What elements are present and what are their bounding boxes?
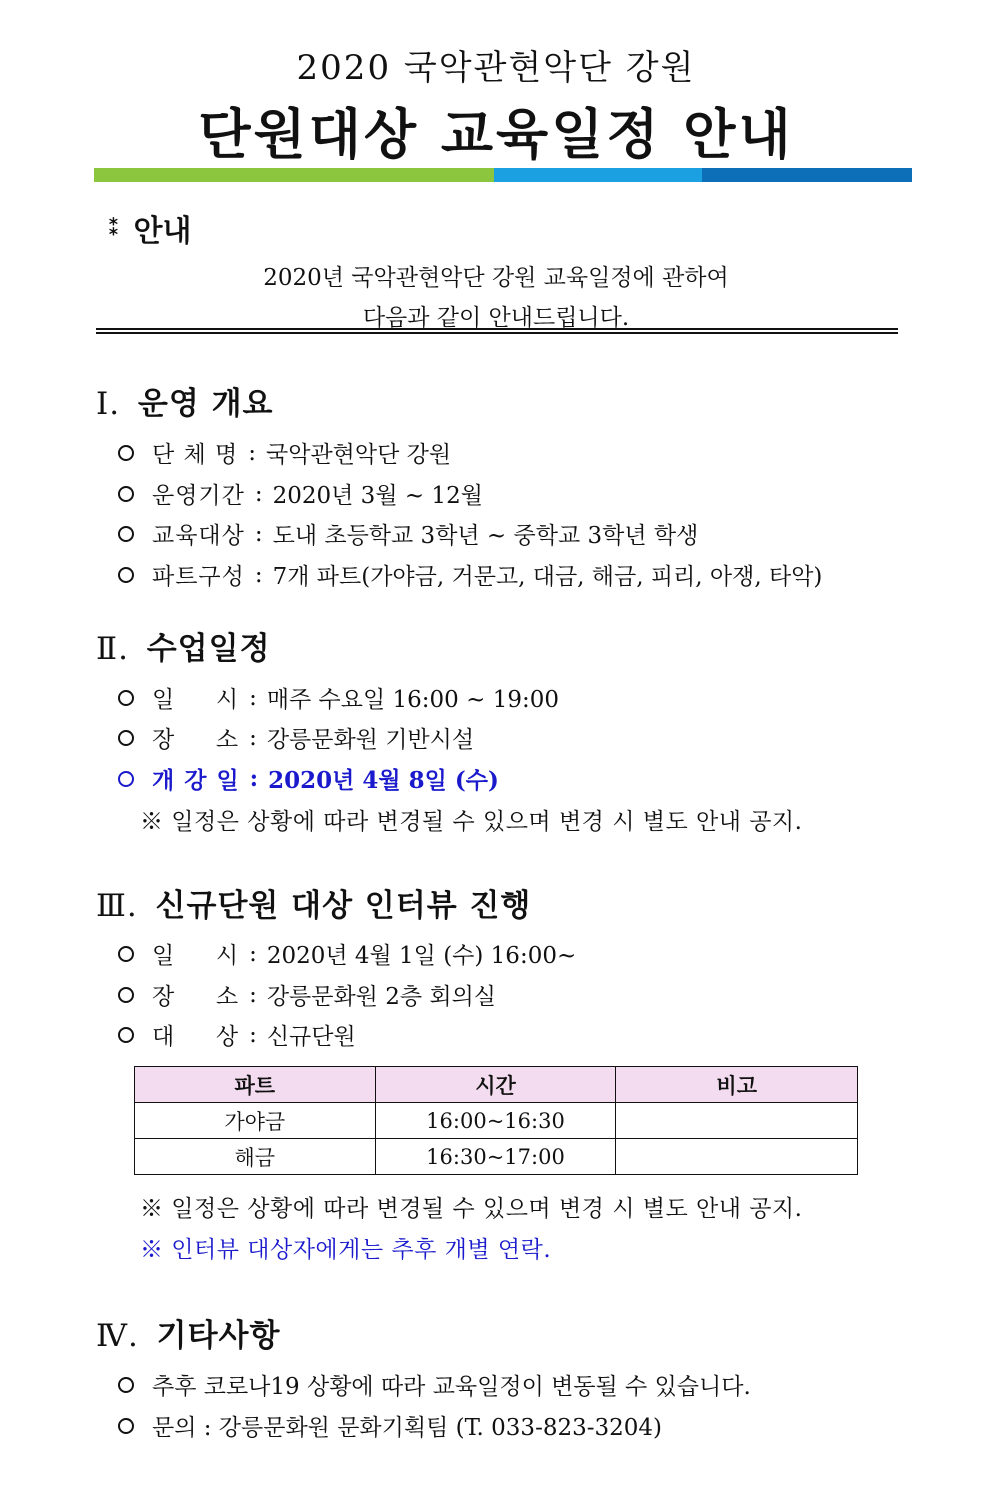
column-header-time: 시간	[375, 1067, 616, 1103]
table-cell	[616, 1103, 858, 1139]
item-separator: :	[249, 765, 259, 792]
section-title: 수업일정	[146, 631, 271, 667]
list-item	[118, 1368, 751, 1401]
section-number: Ⅳ.	[96, 1318, 139, 1354]
list-item-highlighted	[118, 762, 499, 795]
table-cell: 16:00~16:30	[375, 1103, 616, 1139]
circle-bullet-icon	[118, 690, 134, 706]
table-row	[135, 1103, 858, 1139]
item-value: 강릉문화원 2층 회의실	[266, 984, 497, 1010]
item-separator: :	[249, 981, 257, 1008]
section-heading-interview	[96, 880, 531, 925]
section-heading-misc	[96, 1310, 280, 1355]
circle-bullet-icon	[118, 771, 134, 787]
color-bar-light-blue	[494, 168, 702, 182]
item-value: 강릉문화원 기반시설	[266, 727, 475, 753]
list-item	[118, 721, 474, 754]
document-subtitle: 2020 국악관현악단 강원	[296, 48, 696, 88]
item-separator: :	[249, 1021, 257, 1048]
circle-bullet-icon	[118, 1418, 134, 1434]
circle-bullet-icon	[118, 946, 134, 962]
item-label: 단 체 명	[152, 442, 239, 468]
item-separator: :	[254, 520, 263, 547]
list-item	[118, 477, 483, 510]
table-cell: 16:30~17:00	[375, 1139, 616, 1175]
circle-bullet-icon	[118, 567, 134, 583]
item-separator: :	[254, 480, 263, 507]
double-rule-divider	[96, 328, 898, 334]
list-item	[118, 937, 576, 970]
item-label: 일 시	[152, 687, 240, 713]
item-value: 국악관현악단 강원	[266, 442, 452, 468]
item-label: 장 소	[152, 984, 240, 1010]
table-row	[135, 1139, 858, 1175]
item-separator: :	[249, 724, 257, 751]
item-separator: :	[248, 439, 257, 466]
schedule-change-note: ※ 일정은 상황에 따라 변경될 수 있으며 변경 시 별도 안내 공지.	[140, 1196, 803, 1222]
list-item	[118, 978, 496, 1011]
document-title: 단원대상 교육일정 안내	[198, 102, 794, 166]
interview-contact-note: ※ 인터뷰 대상자에게는 추후 개별 연락.	[140, 1237, 552, 1263]
notice-line-2: 다음과 같이 안내드립니다.	[362, 305, 630, 331]
table-cell: 해금	[135, 1139, 376, 1175]
item-value: 2020년 3월 ~ 12월	[272, 483, 483, 509]
circle-bullet-icon	[118, 445, 134, 461]
section-number: Ⅲ.	[96, 888, 138, 924]
circle-bullet-icon	[118, 1027, 134, 1043]
item-value: 도내 초등학교 3학년 ~ 중학교 3학년 학생	[272, 523, 699, 549]
column-header-remarks: 비고	[616, 1067, 858, 1103]
asterism-icon: ⁑	[108, 215, 120, 241]
item-label: 운영기간	[152, 483, 245, 509]
list-item	[118, 558, 822, 591]
list-item	[118, 1409, 662, 1442]
table-header-row	[135, 1067, 858, 1103]
item-separator: :	[254, 561, 263, 588]
color-divider-bar	[94, 168, 912, 182]
schedule-change-note: ※ 일정은 상황에 따라 변경될 수 있으며 변경 시 별도 안내 공지.	[140, 809, 803, 835]
item-label: 개 강 일	[152, 767, 240, 794]
list-item	[118, 1018, 356, 1051]
section-title: 기타사항	[156, 1318, 281, 1354]
column-header-part: 파트	[135, 1067, 376, 1103]
circle-bullet-icon	[118, 730, 134, 746]
item-value: 신규단원	[266, 1024, 356, 1050]
section-title: 신규단원 대상 인터뷰 진행	[155, 888, 532, 924]
list-item	[118, 517, 698, 550]
section-heading-schedule	[96, 623, 271, 668]
item-value: 문의 : 강릉문화원 문화기획팀 (T. 033-823-3204)	[152, 1415, 663, 1441]
item-separator: :	[249, 684, 257, 711]
item-label: 장 소	[152, 727, 240, 753]
section-heading-overview	[96, 378, 273, 423]
circle-bullet-icon	[118, 486, 134, 502]
item-separator: :	[249, 940, 257, 967]
item-label: 일 시	[152, 943, 240, 969]
item-label: 교육대상	[152, 523, 245, 549]
list-item	[118, 436, 451, 469]
item-value: 7개 파트(가야금, 거문고, 대금, 해금, 피리, 아쟁, 타악)	[272, 564, 823, 590]
item-value: 매주 수요일 16:00 ~ 19:00	[266, 687, 559, 713]
circle-bullet-icon	[118, 526, 134, 542]
interview-schedule-table	[134, 1066, 858, 1175]
notice-heading-text: 안내	[133, 214, 192, 249]
item-value: 2020년 4월 1일 (수) 16:00~	[266, 943, 577, 969]
section-number: Ⅰ.	[96, 386, 121, 422]
circle-bullet-icon	[118, 987, 134, 1003]
circle-bullet-icon	[118, 1377, 134, 1393]
item-label: 대 상	[152, 1024, 240, 1050]
notice-heading	[108, 206, 191, 250]
list-item	[118, 681, 559, 714]
item-value: 2020년 4월 8일 (수)	[268, 767, 499, 794]
table-cell: 가야금	[135, 1103, 376, 1139]
notice-line-1: 2020년 국악관현악단 강원 교육일정에 관하여	[263, 265, 729, 291]
item-label: 파트구성	[152, 564, 245, 590]
table-cell	[616, 1139, 858, 1175]
color-bar-dark-blue	[702, 168, 912, 182]
item-value: 추후 코로나19 상황에 따라 교육일정이 변동될 수 있습니다.	[152, 1374, 751, 1400]
color-bar-green	[94, 168, 494, 182]
section-number: Ⅱ.	[96, 631, 129, 667]
section-title: 운영 개요	[137, 386, 274, 422]
